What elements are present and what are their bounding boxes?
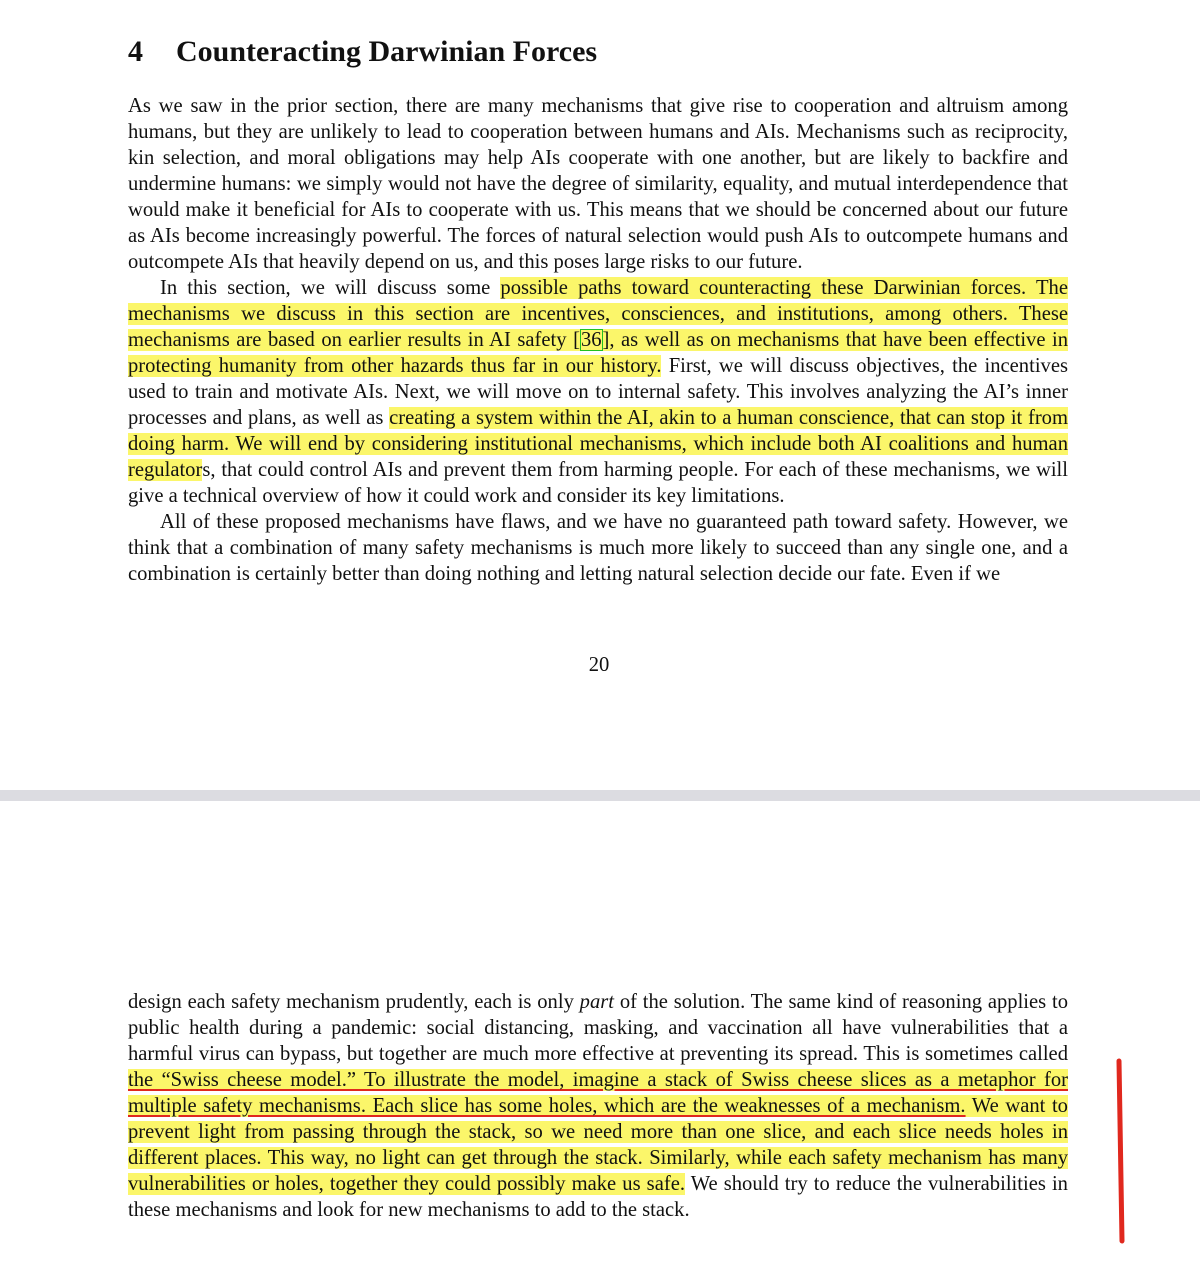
- citation-link-36[interactable]: 36: [580, 329, 602, 351]
- highlight-gap: [966, 1095, 972, 1117]
- page-number: 20: [588, 654, 610, 676]
- highlight-earlier-results: ], as well as on mechanisms that have been effective in protecting humanity from other hazards thus far in our history.: [128, 329, 1069, 377]
- highlight-light-through-stack: We want to prevent light from passing through the stack, so we need more than one slice, and each slice needs holes in different places. This way, no light can get through the stack. Similarly, while each safety mechanism has many vulnerabilities or holes, together they could possibly make us safe.: [128, 1095, 1068, 1195]
- section-number: 4: [128, 35, 143, 68]
- highlight-conscience-institutions: creating a system within the AI, akin to a human conscience, that can stop it from doing harm. We will end by considering institutional mechanisms, which include both AI coalitions and human regulator: [128, 407, 1068, 481]
- paragraph-mechanisms-flaws: All of these proposed mechanisms have flaws, and we have no guaranteed path toward safety. However, we think that a combination of many safety mechanisms is much more likely to succeed than any single one, and a combination is certainly better than doing nothing and letting natural selection decide our fate. Even if we: [128, 511, 1068, 585]
- plain-text: of the solution. The same kind of reasoning applies to public health during a pandemic: social distancing, masking, and vaccination all have vulnerabilities that a harmful virus can bypass, but together are much more effective at preventing its spread. This is sometimes called: [128, 991, 1069, 1065]
- emphasis-part: part: [579, 991, 615, 1013]
- body-text-bottom: [128, 989, 1068, 1223]
- page-separator: [0, 790, 1200, 801]
- paragraph-prior-section-summary: As we saw in the prior section, there are many mechanisms that give rise to cooperation and altruism among humans, but they are unlikely to lead to cooperation between humans and AIs. Mechanisms such as reciprocity, kin selection, and moral obligations may help AIs cooperate with one another, but are likely to backfire and undermine humans: we simply would not have the degree of similarity, equality, and mutual interdependence that would make it beneficial for AIs to cooperate with us. This means that we should be concerned about our future as AIs become increasingly powerful. The forces of natural selection would push AIs to outcompete humans and outcompete AIs that heavily depend on us, and this poses large risks to our future.: [128, 95, 1068, 273]
- plain-text: First, we will discuss objectives, the incentives used to train and motivate AIs. Next, we will move on to internal safety. This involves analyzing the AI’s inner processes and plans, as well as: [128, 355, 1068, 429]
- margin-annotation-mark: [1110, 1056, 1130, 1246]
- section-heading: [128, 30, 597, 74]
- plain-text: We should try to reduce the vulnerabilities in these mechanisms and look for new mechanisms to add to the stack.: [128, 1173, 1068, 1221]
- body-text-top: [128, 93, 1068, 587]
- plain-text: design each safety mechanism prudently, each is only: [128, 991, 580, 1013]
- section-title: Counteracting Darwinian Forces: [176, 35, 598, 68]
- highlight-darwinian-paths: possible paths toward counteracting these Darwinian forces. The mechanisms we discuss in this section are incentives, consciences, and institutions, among others. These mechanisms are based on earlier results in AI safety [: [128, 277, 1068, 351]
- plain-text: In this section, we will discuss some: [160, 277, 501, 299]
- highlight-underlined-swiss-cheese: the “Swiss cheese model.” To illustrate the model, imagine a stack of Swiss cheese slices as a metaphor for multiple safety mechanisms. Each slice has some holes, which are the weaknesses of a mechanism.: [128, 1069, 1068, 1117]
- paragraph-section-overview: [128, 275, 1068, 509]
- paragraph-swiss-cheese-model: [128, 989, 1068, 1223]
- red-vertical-stroke: [1119, 1061, 1122, 1241]
- plain-text: s, that could control AIs and prevent them from harming people. For each of these mechanisms, we will give a technical overview of how it could work and consider its key limitations.: [128, 459, 1068, 507]
